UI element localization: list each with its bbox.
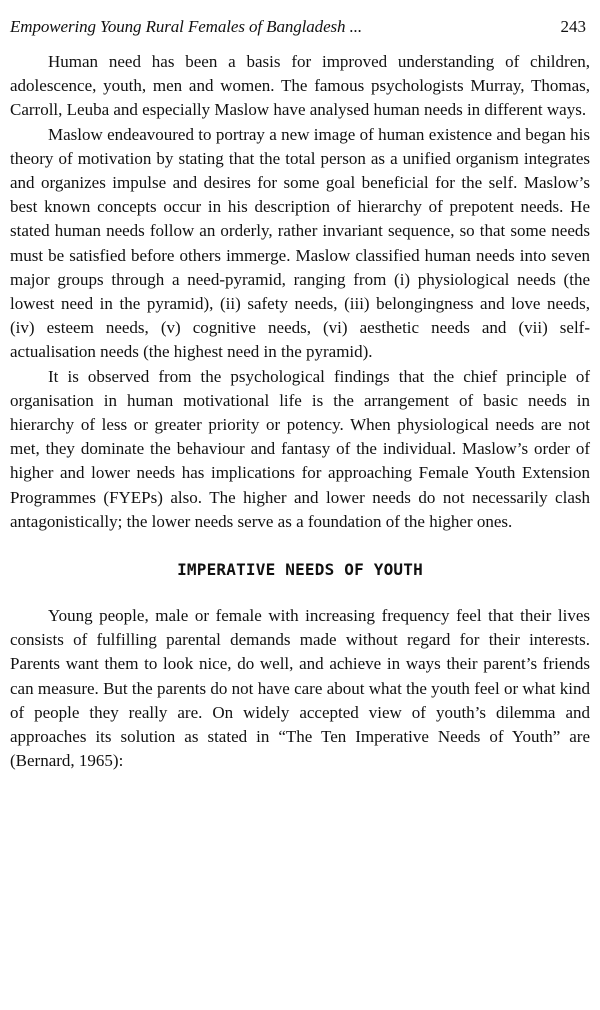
paragraph-organisation-principle: It is observed from the psychological findings that the chief principle of organisation in human motivational life is the arrangement of basic needs in hierarchy of less or greater priority or potency. When physiological needs are not met, they dominate the behaviour and fantasy of the individual. Maslow’s order of higher and lower needs has implications for approaching Female Youth Extension Programmes (FYEPs) also. The higher and lower needs do not necessarily clash antagonistically; the lower needs serve as a foundation of the higher ones. — [10, 366, 590, 531]
paragraph-young-people: Young people, male or female with increasing frequency feel that their lives consists of fulfilling parental demands made without regard for their interests. Parents want them to look nice, do well, and achieve in ways their parent’s friends can measure. But the parents do not have care about what the youth feel or what kind of people they really are. On widely accepted view of youth’s dilemma and approaches its solution as stated in “The Ten Imperative Needs of Youth” are (Bernard, 1965): — [10, 606, 590, 771]
page-number: 243 — [560, 17, 586, 36]
section-heading: IMPERATIVE NEEDS OF YOUTH — [177, 560, 423, 580]
paragraph-maslow-theory: Maslow endeavoured to portray a new image of human existence and began his theory of motivation by stating that the total person as a unified organism integrates and organizes impulse and desires for some goal beneficial for the self. Maslow’s best known concepts occur in his description of hierarchy of prepotent needs. He stated human needs follow an orderly, rather invariant sequence, so that some needs must be satisfied before others immerge. Maslow classified human needs into seven major groups through a need-pyramid, ranging from (i) physiological needs (the lowest need in the pyramid), (ii) safety needs, (iii) belongingness and love needs, (iv) esteem needs, (v) cognitive needs, (vi) aesthetic needs and (vii) self-actualisation needs (the highest need in the pyramid). — [10, 124, 590, 362]
paragraph-human-need: Human need has been a basis for improved understanding of children, adolescence, youth, men and women. The famous psychologists Murray, Thomas, Carroll, Leuba and especially Maslow have analysed human needs in different ways. — [10, 52, 590, 120]
running-title: Empowering Young Rural Females of Bangladesh ... — [10, 17, 363, 36]
running-header — [10, 14, 590, 40]
